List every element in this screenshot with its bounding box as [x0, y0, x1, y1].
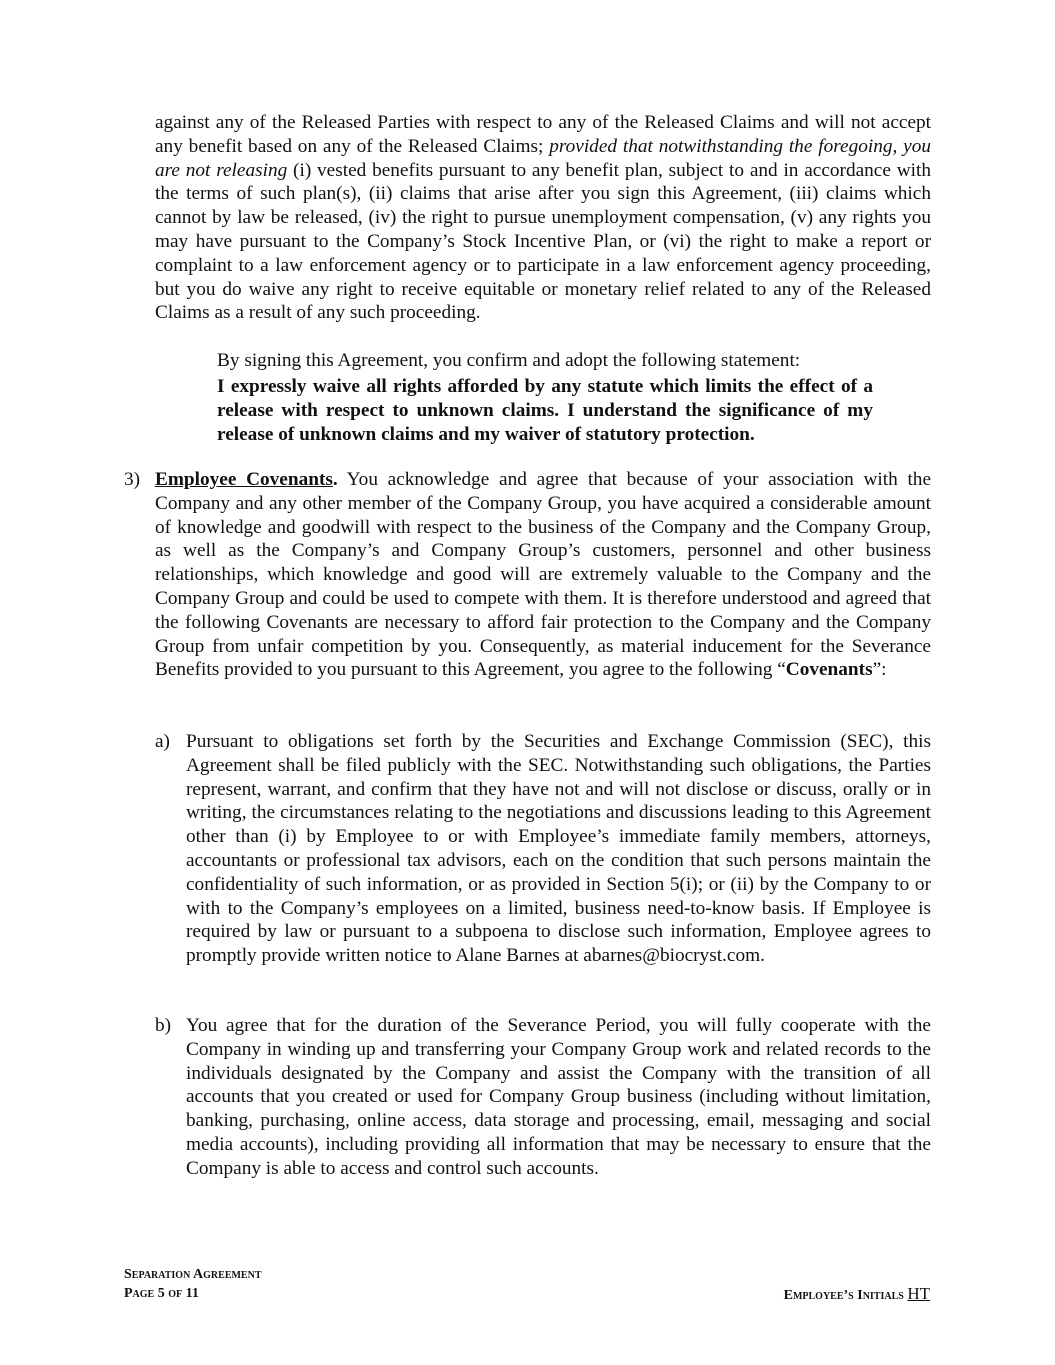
footer-initials	[784, 1284, 930, 1305]
footer-page-number: Page 5 of 11	[124, 1286, 199, 1301]
defined-term-covenants: Covenants	[785, 659, 873, 681]
section-3-employee-covenants	[124, 468, 931, 682]
release-text-part2: (i) vested benefits pursuant to any benefit plan, subject to and in accordance with the terms of such plan(s), (ii) claims that arise after you sign this Agreement, (iii) claims which cannot by law be released, (iv) the right to pursue unemployment compensation, (v) any rights you may have pursuant to the Company’s Stock Incentive Plan, or (vi) the right to make a report or complaint to a law enforcement agency or to participate in a law enforcement agency proceeding, but you do waive any right to receive equitable or monetary relief related to any of the Released Claims as a result of any such proceeding.	[155, 159, 931, 324]
subsection-b	[155, 1014, 931, 1181]
subsection-a-text: Pursuant to obligations set forth by the Securities and Exchange Commission (SEC), this Agreement shall be filed publicly with the SEC. Notwithstanding such obligations, the Parties represent, warrant, and confirm that they have not and will not disclose or discuss, orally or in writing, the circumstances relating to the negotiations and discussions leading to this Agreement other than (i) by Employee to or with Employee’s immediate family members, attorneys, accountants or professional tax advisors, each on the condition that such persons maintain the confidentiality of such information, or as provided in Section 5(i); or (ii) by the Company to or with to the Company’s employees on a limited, business need-to-know basis. If Employee is required by law or pursuant to a subpoena to disclose such information, Employee agrees to promptly provide written notice to Alane Barnes at abarnes@biocryst.com.	[186, 731, 931, 967]
section-heading-period: .	[332, 469, 338, 490]
release-text-part1: against any of the Released Parties with respect to any of the Released Claims and will not accept any benefit based on any of the Released Claims;	[155, 112, 931, 157]
release-paragraph	[155, 111, 931, 325]
initials-label: Employee’s Initials	[783, 1288, 908, 1303]
subsection-label: b)	[155, 1015, 172, 1036]
section-3-body	[155, 468, 931, 682]
initials-value: HT	[907, 1284, 930, 1303]
subsection-label: a)	[155, 731, 170, 752]
footer-left	[124, 1265, 261, 1303]
section-heading: Employee Covenants	[155, 469, 333, 490]
section-3-text: You acknowledge and agree that because of your association with the Company and any other member of the Company Group, you have acquired a considerable amount of knowledge and goodwill with respect to the business of the Company and the Company Group, as well as the Company’s and Company Group’s customers, personnel and other business relationships, which knowledge and good will are extremely valuable to the Company and the Company Group and could be used to compete with them. It is therefore understood and agreed that the following Covenants are necessary to afford fair protection to the Company and the Company Group from unfair competition by you. Consequently, as material inducement for the Severance Benefits provided to you pursuant to this Agreement, you agree to the following “	[155, 469, 931, 681]
section-number: 3)	[124, 469, 141, 490]
waiver-statement: I expressly waive all rights afforded by any statute which limits the effect of a release with respect to unknown claims. I understand the significance of my release of unknown claims and my waiver of statutory protection.	[217, 376, 873, 445]
footer-document-title: Separation Agreement	[124, 1267, 262, 1282]
confirmation-intro: By signing this Agreement, you confirm and adopt the following statement:	[217, 350, 801, 371]
release-italic-proviso: provided that notwithstanding the foregoing, you are not releasing	[155, 135, 931, 181]
section-3-closing: ”:	[872, 659, 887, 681]
subsection-a	[155, 730, 931, 968]
subsection-b-text: You agree that for the duration of the Severance Period, you will fully cooperate with the Company in winding up and transferring your Company Group work and related records to the individuals designated by the Company and assist the Company with the transition of all accounts that you created or used for Company Group business (including without limitation, banking, purchasing, online access, data storage and processing, email, messaging and social media accounts), including providing all information that may be necessary to ensure that the Company is able to access and control such accounts.	[186, 1015, 931, 1179]
